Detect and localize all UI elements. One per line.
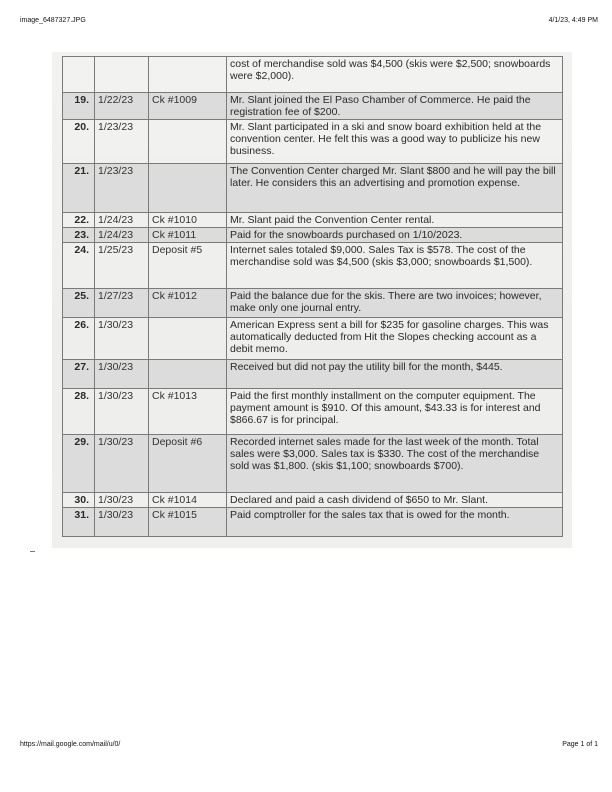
table-row [63, 213, 563, 228]
row-date [95, 57, 149, 93]
row-description: cost of merchandise sold was $4,500 (skis were $2,500; snowboards were $2,000). [227, 57, 563, 93]
row-description: The Convention Center charged Mr. Slant $800 and he will pay the bill later. He considers this an advertising and promotion expense. [227, 164, 563, 213]
table-row [63, 289, 563, 318]
row-description: Paid comptroller for the sales tax that is owed for the month. [227, 508, 563, 537]
row-number: 30. [63, 493, 95, 508]
row-date: 1/30/23 [95, 493, 149, 508]
row-reference: Deposit #5 [149, 243, 227, 289]
row-date: 1/22/23 [95, 93, 149, 120]
row-date: 1/23/23 [95, 120, 149, 164]
print-timestamp: 4/1/23, 4:49 PM [548, 17, 598, 24]
row-number: 27. [63, 360, 95, 389]
row-number: 25. [63, 289, 95, 318]
row-description: Declared and paid a cash dividend of $650 to Mr. Slant. [227, 493, 563, 508]
row-description: Paid for the snowboards purchased on 1/10/2023. [227, 228, 563, 243]
table-row [63, 164, 563, 213]
row-description: Received but did not pay the utility bill for the month, $445. [227, 360, 563, 389]
row-date: 1/24/23 [95, 213, 149, 228]
row-number: 22. [63, 213, 95, 228]
row-number: 28. [63, 389, 95, 435]
row-number: 31. [63, 508, 95, 537]
row-reference [149, 360, 227, 389]
table-row [63, 389, 563, 435]
table-row [63, 508, 563, 537]
row-date: 1/24/23 [95, 228, 149, 243]
row-description: Internet sales totaled $9,000. Sales Tax is $578. The cost of the merchandise sold was $4,500 (skis $3,000; snowboards $1,500). [227, 243, 563, 289]
row-number [63, 57, 95, 93]
table-row [63, 493, 563, 508]
row-reference [149, 164, 227, 213]
row-date: 1/30/23 [95, 508, 149, 537]
page-count: Page 1 of 1 [562, 741, 598, 748]
transactions-table [62, 56, 563, 537]
row-reference: Ck #1009 [149, 93, 227, 120]
table-row [63, 228, 563, 243]
page-url: https://mail.google.com/mail/u/0/ [20, 741, 121, 748]
row-number: 19. [63, 93, 95, 120]
row-date: 1/25/23 [95, 243, 149, 289]
row-reference: Ck #1012 [149, 289, 227, 318]
row-number: 26. [63, 318, 95, 360]
image-filename: image_6487327.JPG [20, 17, 86, 24]
row-description: Paid the balance due for the skis. There are two invoices; however, make only one journal entry. [227, 289, 563, 318]
row-reference: Ck #1011 [149, 228, 227, 243]
table-row [63, 93, 563, 120]
table-row [63, 435, 563, 493]
row-number: 20. [63, 120, 95, 164]
row-reference [149, 120, 227, 164]
row-number: 29. [63, 435, 95, 493]
row-reference: Ck #1015 [149, 508, 227, 537]
table-row [63, 360, 563, 389]
row-date: 1/27/23 [95, 289, 149, 318]
row-description: American Express sent a bill for $235 for gasoline charges. This was automatically deducted from Hit the Slopes checking account as a debit memo. [227, 318, 563, 360]
row-number: 24. [63, 243, 95, 289]
row-number: 21. [63, 164, 95, 213]
row-reference: Ck #1014 [149, 493, 227, 508]
row-date: 1/23/23 [95, 164, 149, 213]
row-reference: Ck #1010 [149, 213, 227, 228]
row-description: Mr. Slant paid the Convention Center rental. [227, 213, 563, 228]
row-description: Mr. Slant joined the El Paso Chamber of Commerce. He paid the registration fee of $200. [227, 93, 563, 120]
row-reference: Ck #1013 [149, 389, 227, 435]
row-date: 1/30/23 [95, 435, 149, 493]
table-row [63, 243, 563, 289]
table-row [63, 318, 563, 360]
row-reference: Deposit #6 [149, 435, 227, 493]
table-row [63, 57, 563, 93]
row-date: 1/30/23 [95, 318, 149, 360]
row-date: 1/30/23 [95, 389, 149, 435]
row-description: Mr. Slant participated in a ski and snow board exhibition held at the convention center. He felt this was a good way to publicize his new business. [227, 120, 563, 164]
row-description: Recorded internet sales made for the last week of the month. Total sales were $3,000. Sales tax is $330. The cost of the merchandise sold was $1,800. (skis $1,100; snowboards $700). [227, 435, 563, 493]
table-row [63, 120, 563, 164]
row-description: Paid the first monthly installment on the computer equipment. The payment amount is $910. Of this amount, $43.33 is for interest and $866.67 is for principal. [227, 389, 563, 435]
scan-mark [30, 551, 35, 552]
row-reference [149, 57, 227, 93]
row-number: 23. [63, 228, 95, 243]
row-reference [149, 318, 227, 360]
row-date: 1/30/23 [95, 360, 149, 389]
